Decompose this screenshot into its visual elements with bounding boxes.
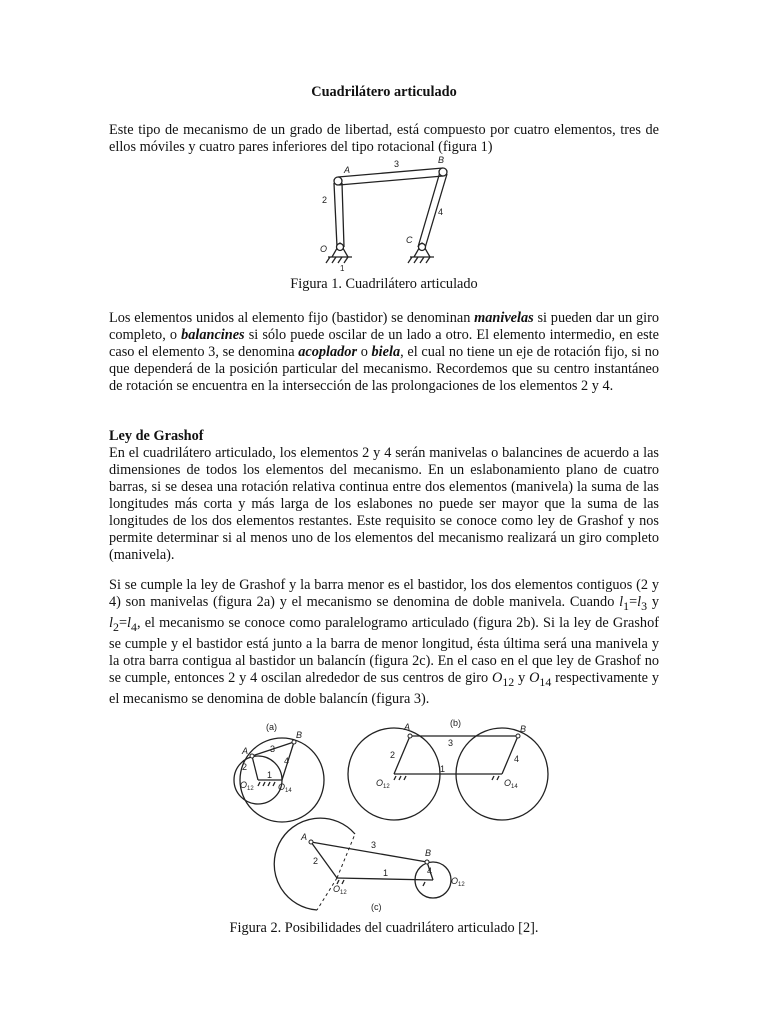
var-o: O — [492, 669, 503, 686]
joint-c — [419, 244, 426, 251]
sub: 12 — [502, 674, 515, 689]
tag-c: (c) — [371, 902, 382, 912]
label-3: 3 — [394, 159, 400, 169]
label-o14: $O_{14}$ — [504, 778, 518, 790]
figure-2c-diagram — [285, 828, 485, 920]
text: Si se cumple la ley de Grashof y la barra menor es el bastidor, los dos elementos contiguos (2 y 4) son manivelas (figura 2a) y el mecanismo se denomina de doble manivela. Cuando — [109, 577, 659, 610]
var-o: O — [529, 669, 540, 686]
figure-1-caption: Figura 1. Cuadrilátero articulado — [290, 276, 478, 292]
text: , el cual no tiene un eje de rotación fijo, si no que dependerá de la posición particular del mecanismo. Recordemos que su centro instantáneo de rotación se encuentra en la intersección de las prolongaciones de los elementos 2 y 4. — [109, 344, 659, 394]
text: y — [647, 594, 659, 610]
ground-hatch — [258, 782, 275, 786]
text: si pueden dar un giro completo, o — [109, 310, 659, 343]
grashof-cases-paragraph — [109, 577, 659, 708]
label-4: 4 — [514, 754, 520, 764]
ground-support-right — [408, 257, 434, 263]
label-2: 2 — [242, 762, 248, 772]
label-4: 4 — [427, 866, 433, 876]
text: = — [629, 594, 638, 610]
figure-2-caption: Figura 2. Posibilidades del cuadrilátero articulado [2]. — [229, 920, 539, 936]
link-3 — [311, 842, 427, 862]
tag-a: (a) — [266, 722, 277, 732]
label-o12: $O_{12}$ — [333, 884, 347, 896]
figure-2b-diagram — [344, 718, 554, 823]
var-l: l — [637, 594, 642, 610]
label-o14: $O_{14}$ — [278, 782, 292, 794]
joint — [408, 734, 412, 738]
sub: 3 — [641, 598, 648, 613]
label-2: 2 — [390, 750, 396, 760]
intro-paragraph: Este tipo de mecanismo de un grado de libertad, está compuesto por cuatro elementos, tres de ellos móviles y cuatro pares inferiores del tipo rotacional (figura 1) — [109, 122, 659, 155]
text: = — [118, 614, 128, 631]
label-a: A — [404, 722, 411, 732]
label-4: 4 — [284, 756, 290, 766]
grashof-section — [109, 428, 659, 564]
label-2: 2 — [322, 195, 328, 205]
joint — [516, 734, 520, 738]
text: , el mecanismo se conoce como paralelogramo articulado (figura 2b). Si la ley de Grashof se cumple y el bastidor está junto a la barra de menor longitud, ésta última será una manivela y la otra barra contigua al bastidor un balancín (figura 2c). En el caso en el que ley de Grashof no se cumple, entonces 2 y 4 oscilan alrededor de sus centros de giro — [109, 614, 659, 686]
figure-1-four-bar-diagram — [310, 155, 460, 273]
label-2: 2 — [313, 856, 319, 866]
limit-line — [337, 834, 355, 878]
label-3: 3 — [448, 738, 454, 748]
text: respectivamente y el mecanismo se denomina de doble balancín (figura 3). — [109, 669, 660, 707]
var-l: l — [127, 614, 131, 631]
joint-b — [439, 168, 447, 176]
link-2 — [394, 736, 410, 774]
label-3: 3 — [371, 840, 377, 850]
label-o: O — [320, 244, 328, 254]
link-3 — [338, 168, 443, 185]
label-4: 4 — [438, 207, 444, 217]
label-b: B — [438, 155, 445, 165]
figure-2a-diagram — [218, 718, 338, 823]
var-l: l — [619, 594, 624, 610]
label-1: 1 — [383, 868, 389, 878]
text: o — [357, 344, 372, 360]
label-a: A — [301, 832, 308, 842]
link-2 — [334, 183, 344, 247]
ground-support-left — [326, 257, 352, 263]
label-o12: $O_{12}$ — [376, 778, 390, 790]
label-3: 3 — [270, 744, 276, 754]
label-1: 1 — [267, 770, 273, 780]
var-l: l — [109, 614, 113, 631]
term-biela: biela — [371, 344, 401, 360]
sub: 14 — [539, 674, 552, 689]
label-a: A — [242, 746, 249, 756]
link-2 — [252, 756, 258, 780]
text: si sólo puede oscilar de un lado a otro. El elemento intermedio, en este caso el elemento 3, se denomina — [109, 327, 659, 360]
joint — [250, 754, 254, 758]
label-b: B — [425, 848, 432, 858]
joint-o — [337, 244, 344, 251]
term-acoplador: acoplador — [298, 344, 358, 360]
elements-paragraph — [109, 310, 659, 395]
text: y — [514, 669, 530, 686]
joint — [425, 860, 429, 864]
label-o14: $O_{12}$ — [451, 876, 465, 888]
link-1 — [337, 878, 433, 880]
ground-hatch — [394, 776, 499, 780]
grashof-body: En el cuadrilátero articulado, los elementos 2 y 4 serán manivelas o balancines de acuerdo a las dimensiones de todos los elementos del mecanismo. En un eslabonamiento plano de cuatro barras, si se desea una rotación relativa continua entre dos elementos (manivela) la suma de las longitudes más corta y más larga de los eslabones no puede ser mayor que la suma de las longitudes de los dos elementos restantes. Este requisito se conoce como ley de Grashof y nos permite determinar si al menos uno de los elementos del mecanismo realizará un giro completo (manivela). — [109, 445, 659, 563]
sub: 2 — [112, 619, 119, 634]
text: Los elementos unidos al elemento fijo (bastidor) se denominan — [109, 310, 475, 326]
tag-b: (b) — [450, 718, 461, 728]
grashof-heading: Ley de Grashof — [109, 428, 204, 444]
ground-hatch — [337, 880, 425, 886]
sub: 4 — [131, 619, 137, 634]
label-o12: $O_{12}$ — [240, 780, 254, 792]
joint — [309, 840, 313, 844]
label-1: 1 — [440, 764, 446, 774]
limit-line — [317, 878, 337, 910]
label-b: B — [520, 724, 527, 734]
document-title: Cuadrilátero articulado — [311, 84, 457, 100]
label-a: A — [344, 165, 351, 175]
term-balancines: balancines — [181, 327, 245, 343]
joint-a — [334, 177, 342, 185]
term-manivelas: manivelas — [474, 310, 534, 326]
label-b: B — [296, 730, 303, 740]
joint — [292, 740, 296, 744]
sub: 1 — [623, 598, 630, 613]
label-1: 1 — [340, 264, 345, 273]
label-c: C — [406, 235, 413, 245]
